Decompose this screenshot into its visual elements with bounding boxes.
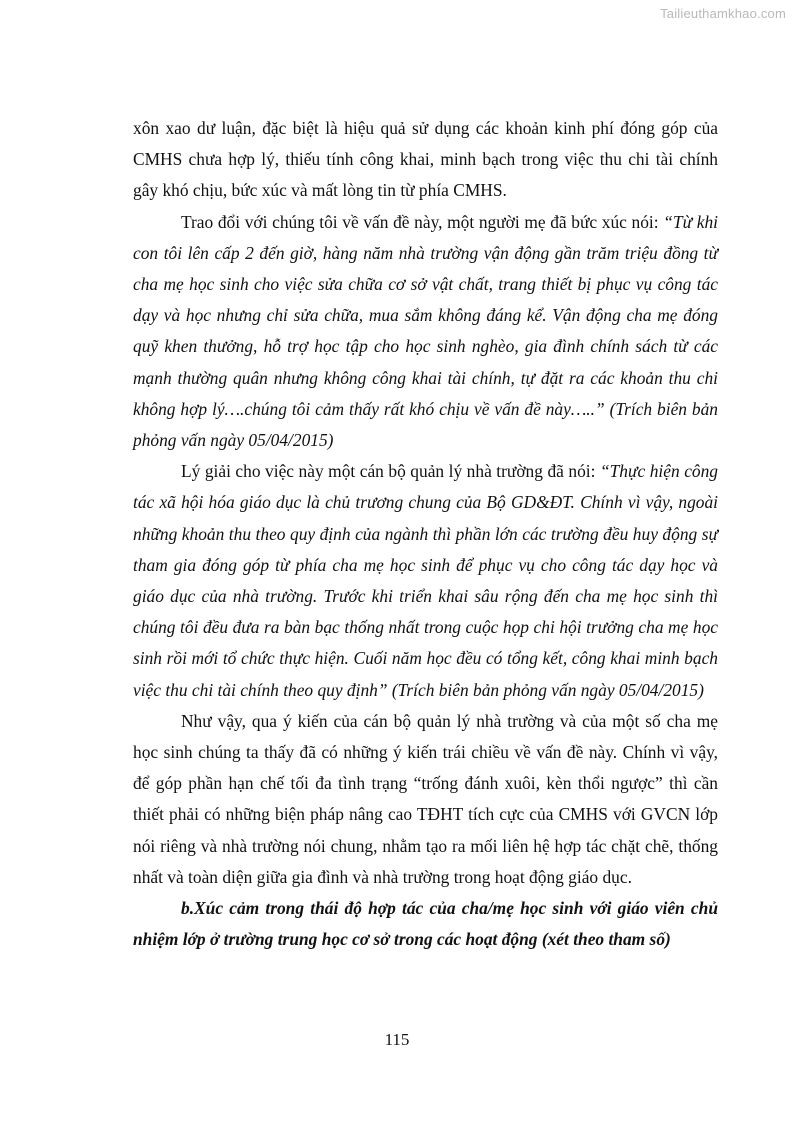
section-heading: b.Xúc cảm trong thái độ hợp tác của cha/mẹ học sinh với giáo viên chủ nhiệm lớp ở trường trung học cơ sở trong các hoạt động (xét theo tham số) xyxy=(133,898,718,950)
page-number: 115 xyxy=(384,1030,410,1049)
paragraph-lead-text: Trao đổi với chúng tôi về vấn đề này, một người mẹ đã bức xúc nói: xyxy=(181,211,664,232)
paragraph-conclusion: Như vậy, qua ý kiến của cán bộ quản lý nhà trường và của một số cha mẹ học sinh chúng ta thấy đã có những ý kiến trái chiều về vấn đề này. Chính vì vậy, để góp phần hạn chế tối đa tình trạng “trống đánh xuôi, kèn thổi ngược” thì cần thiết phải có những biện pháp nâng cao TĐHT tích cực của CMHS với GVCN lớp nói riêng và nhà trường nói chung, nhằm tạo ra mối liên hệ hợp tác chặt chẽ, thống nhất và toàn diện giữa gia đình và nhà trường trong hoạt động giáo dục. xyxy=(133,710,718,887)
paragraph-continuation: xôn xao dư luận, đặc biệt là hiệu quả sử dụng các khoản kinh phí đóng góp của CMHS chưa hợp lý, thiếu tính công khai, minh bạch trong việc thu chi tài chính gây khó chịu, bức xúc và mất lòng tin từ phía CMHS. xyxy=(133,118,718,201)
watermark: Tailieuthamkhao.com xyxy=(660,6,786,21)
interview-quote: “Từ khi con tôi lên cấp 2 đến giờ, hàng năm nhà trường vận động gần trăm triệu đồng từ cha mẹ học sinh cho việc sửa chữa cơ sở vật chất, trang thiết bị phục vụ công tác dạy và học nhưng chỉ sửa chữa, mua sắm không đáng kể. Vận động cha mẹ đóng quỹ khen thưởng, hỗ trợ học tập cho học sinh nghèo, gia đình chính sách từ các mạnh thường quân nhưng không công khai tài chính, tự đặt ra các khoản thu chi không hợp lý….chúng tôi cảm thấy rất khó chịu về vấn đề này…..” (Trích biên bản phỏng vấn ngày 05/04/2015) xyxy=(133,211,718,451)
paragraph-lead-text: Lý giải cho việc này một cán bộ quản lý nhà trường đã nói: xyxy=(181,461,600,482)
paragraph-parent-interview xyxy=(133,207,718,457)
paragraph-manager-interview xyxy=(133,456,718,706)
document-body xyxy=(133,113,718,955)
interview-quote: “Thực hiện công tác xã hội hóa giáo dục là chủ trương chung của Bộ GD&ĐT. Chính vì vậy, ngoài những khoản thu theo quy định của ngành thì phần lớn các trường đều huy động sự tham gia đóng góp từ phía cha mẹ học sinh để phục vụ cho công tác dạy học và giáo dục của nhà trường. Trước khi triển khai sâu rộng đến cha mẹ học sinh thì chúng tôi đều đưa ra bàn bạc thống nhất trong cuộc họp chi hội trưởng cha mẹ học sinh rồi mới tổ chức thực hiện. Cuối năm học đều có tổng kết, công khai minh bạch việc thu chi tài chính theo quy định” (Trích biên bản phỏng vấn ngày 05/04/2015) xyxy=(133,461,718,700)
